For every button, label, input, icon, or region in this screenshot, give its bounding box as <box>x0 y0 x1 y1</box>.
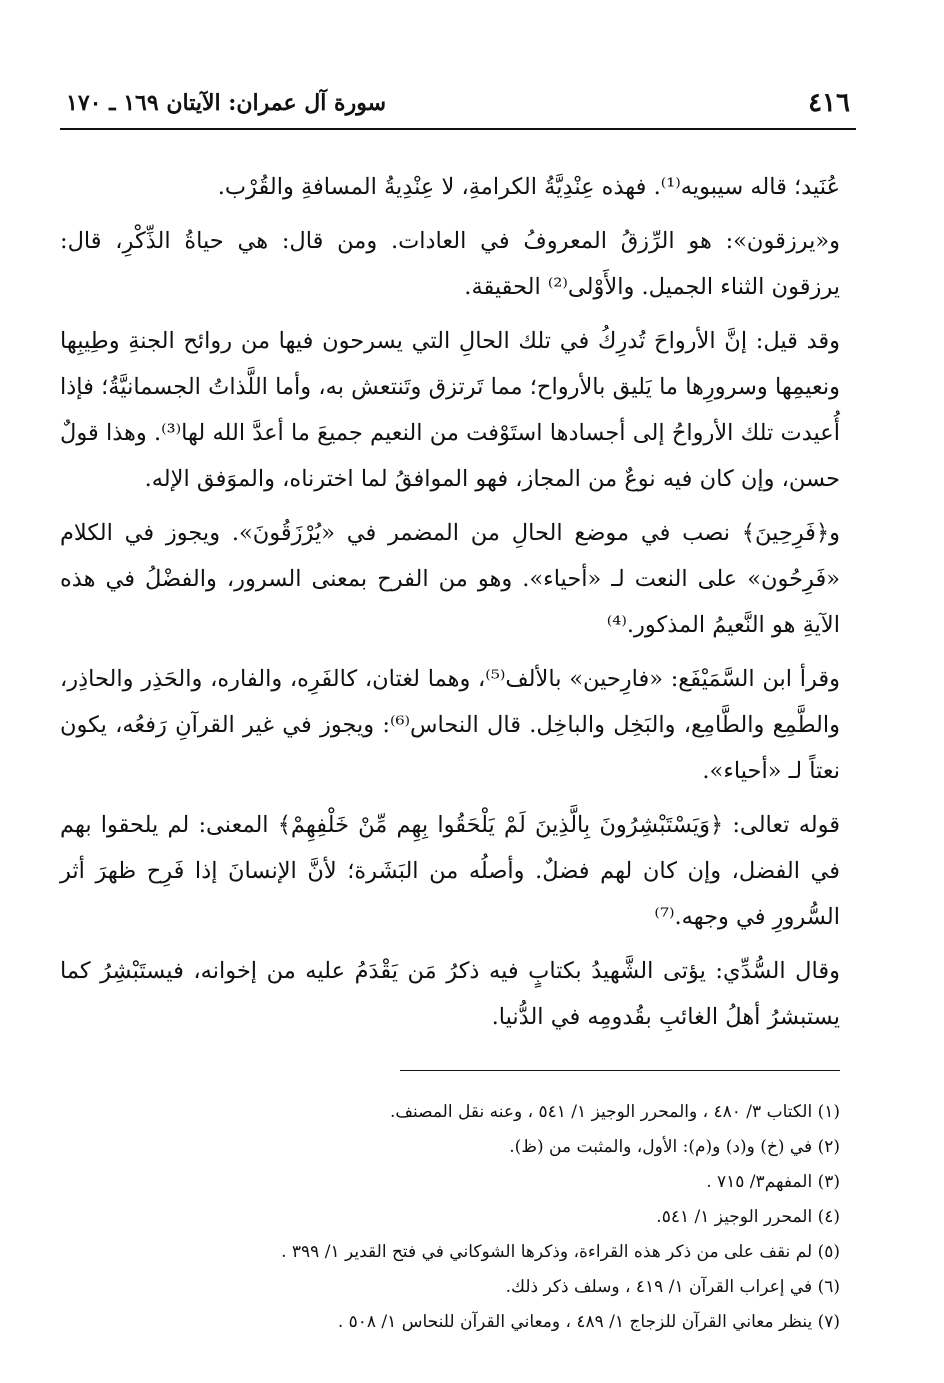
footnote-3: (٣) المفهم٣/ ٧١٥ . <box>706 1172 840 1192</box>
footnote-4: (٤) المحرر الوجيز ١/ ٥٤١. <box>656 1207 840 1227</box>
page-header <box>66 88 850 122</box>
paragraph-1: عُنَيد؛ قاله سيبويه⁽¹⁾. فهذه عِنْدِيَّةُ الكرامةِ، لا عِنْدِيةُ المسافةِ والقُرْب. <box>217 174 840 200</box>
footnote-1: (١) الكتاب ٣/ ٤٨٠ ، والمحرر الوجيز ١/ ٥٤١ ، وعنه نقل المصنف. <box>389 1102 840 1122</box>
footnote-divider <box>400 1070 840 1071</box>
footnote-7: (٧) ينظر معاني القرآن للزجاج ١/ ٤٨٩ ، ومعاني القرآن للنحاس ١/ ٥٠٨ . <box>337 1312 840 1332</box>
paragraph-4: و﴿فَرِحِينَ﴾ نصب في موضع الحالِ من المضمر في «يُرْزَقُونَ». ويجوز في الكلام «فَرِحُون» على النعت لـ «أحياء». وهو من الفرح بمعنى السرور، والفضْلُ في هذه الآيةِ هو النَّعيمُ المذكور.⁽⁴⁾ <box>60 520 840 638</box>
paragraph-2: و«يرزقون»: هو الرِّزقُ المعروفُ في العادات. ومن قال: هي حياةُ الذِّكْرِ، قال: يرزقون الثناء الجميل. والأَوْلى⁽²⁾ الحقيقة. <box>60 228 840 300</box>
running-title: سورة آل عمران: الآيتان ١٦٩ ـ ١٧٠ <box>66 90 387 116</box>
footnote-2: (٢) في (خ) و(د) و(م): الأول، والمثبت من (ظ). <box>509 1137 840 1157</box>
paragraph-6: قوله تعالى: ﴿وَيَسْتَبْشِرُونَ بِالَّذِينَ لَمْ يَلْحَقُوا بِهِم مِّنْ خَلْفِهِمْ﴾ المعنى: لم يلحقوا بهم في الفضل، وإن كان لهم فضلٌ. وأصلُه من البَشَرة؛ لأنَّ الإنسانَ إذا فَرِح ظهرَ أثر السُّرورِ في وجهه.⁽⁷⁾ <box>60 812 840 930</box>
header-divider <box>60 128 856 130</box>
footnote-6: (٦) في إعراب القرآن ١/ ٤١٩ ، وسلف ذكر ذلك. <box>505 1277 840 1297</box>
paragraph-5: وقرأ ابن السَّمَيْفَع: «فارِحين» بالألف⁽⁵⁾، وهما لغتان، كالفَرِه، والفاره، والحَذِر والحاذِر، والطَّمِع والطَّامِع، والبَخِل والباخِل. قال النحاس⁽⁶⁾: ويجوز في غير القرآنِ رَفعُه، يكون نعتاً لـ «أحياء». <box>60 666 840 784</box>
footnotes <box>80 1095 840 1340</box>
main-text <box>60 164 840 1048</box>
footnote-5: (٥) لم نقف على من ذكر هذه القراءة، وذكرها الشوكاني في فتح القدير ١/ ٣٩٩ . <box>281 1242 840 1262</box>
paragraph-3: وقد قيل: إنَّ الأرواحَ تُدرِكُ في تلك الحالِ التي يسرحون فيها من روائح الجنةِ وطِيبِها ونعيمِها وسرورِها ما يَليق بالأرواح؛ مما تَرتزق وتَنتعش به، وأما اللَّذاتُ الجسمانيَّةُ؛ فإذا أُعيدت تلك الأرواحُ إلى أجسادها استَوْفت من النعيم جميعَ ما أعدَّ الله لها⁽³⁾. وهذا قولٌ حسن، وإن كان فيه نوعٌ من المجاز، فهو الموافقُ لما اخترناه، والموَفق الإله. <box>60 328 840 492</box>
paragraph-7: وقال السُّدِّي: يؤتى الشَّهيدُ بكتابٍ فيه ذكرُ مَن يَقْدَمُ عليه من إخوانه، فيستَبْشِرُ كما يستبشرُ أهلُ الغائبِ بقُدومِه في الدُّنيا. <box>60 958 840 1030</box>
page-number: ٤١٦ <box>808 88 850 118</box>
